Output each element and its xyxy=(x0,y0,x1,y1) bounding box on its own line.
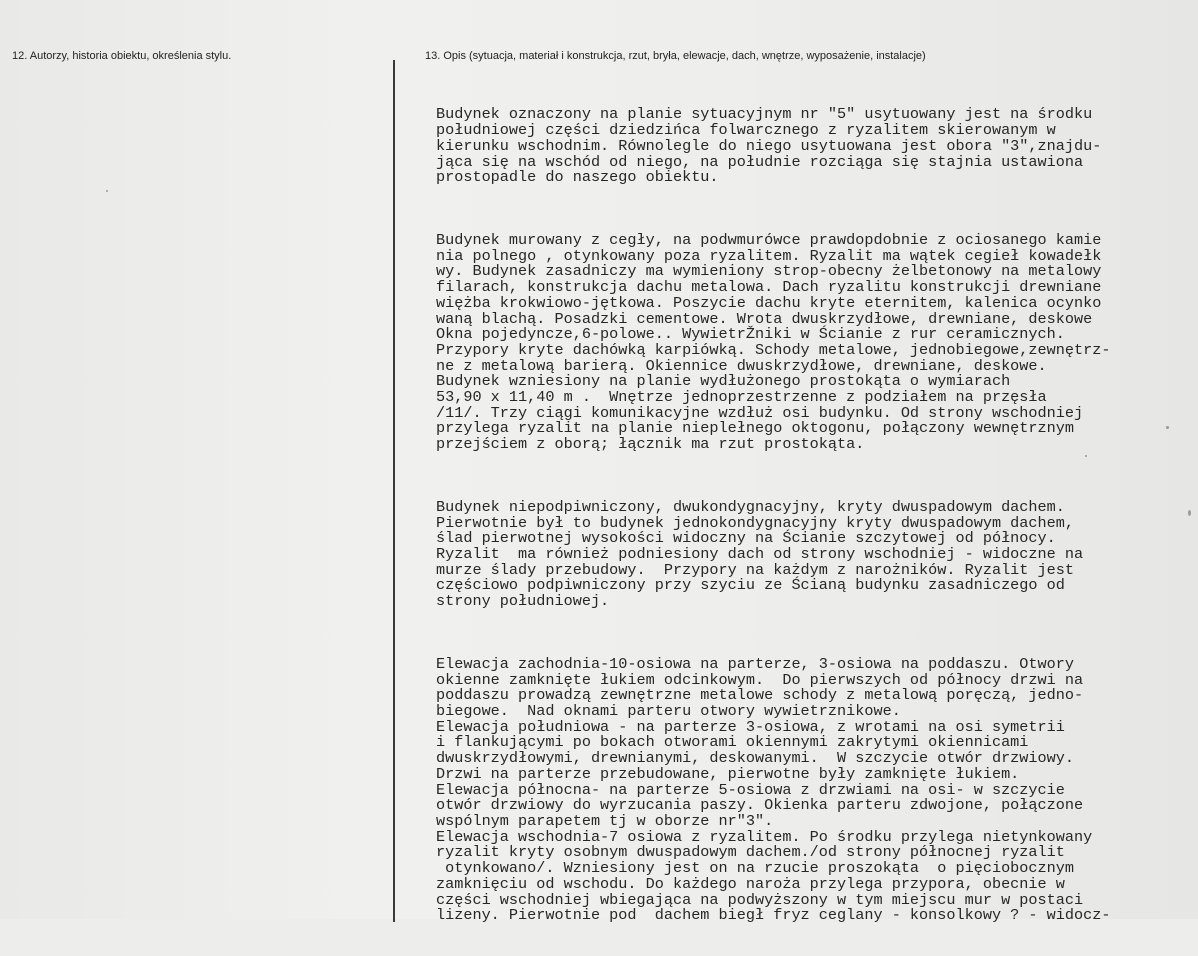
scan-speck xyxy=(1085,455,1087,457)
paragraph-elevations: Elewacja zachodnia-10-osiowa na parterze, 3-osiowa na poddaszu. Otwory okienne zamknięte łukiem odcinkowym. Do pierwszych od północy drzwi na poddaszu prowadzą zewnętrzne metalowe schody z metalową poręczą, jedno- biegowe. Nad oknami parteru otwory wywietrznikowe. Elewacja południowa - na parterze 3-osiowa, z wrotami na osi symetrii i flankującymi po bokach otworami okiennymi zakrytymi okiennicami dwuskrzydłowymi, drewnianymi, deskowanymi. W szczycie otwór drzwiowy. Drzwi na parterze przebudowane, pierwotne były zamknięte łukiem. Elewacja północna- na parterze 5-osiowa z drzwiami na osi- w szczycie otwór drzwiowy do wyrzucania paszy. Okienka parteru zdwojone, połączone wspólnym parapetem tj w oborze nr"3". Elewacja wschodnia-7 osiowa z ryzalitem. Po środku przylega nietynkowany ryzalit kryty osobnym dwuspadowym dachem./od strony północnej ryzalit otynkowano/. Wzniesiony jest on na rzucie proszokąta o pięciobocznym zamknięciu od wschodu. Do każdego naroża przylega przypora, obecnie w części wschodniej wbiegająca na podwyższony w tym miejscu mur w postaci lizeny. Pierwotnie pod dachem biegł fryz ceglany - konsolkowy ? - widocz- xyxy=(436,654,1111,925)
scan-speck xyxy=(1188,510,1191,516)
description-text xyxy=(436,76,1186,955)
left-column-heading: 12. Autorzy, historia obiektu, określenia stylu. xyxy=(12,50,232,62)
column-divider xyxy=(393,60,395,922)
scan-speck xyxy=(106,190,108,192)
paragraph-location: Budynek oznaczony na planie sytuacyjnym nr "5" usytuowany jest na środku południowej części dziedzińca folwarcznego z ryzalitem skierowanym w kierunku wschodnim. Równolegle do niego usytuowana jest obora "3",znajdu- jąca się na wschód od niego, na południe rozciąga się stajnia ustawiona prostopadle do naszego obiektu. xyxy=(436,105,1102,187)
paragraph-body-roof: Budynek niepodpiwniczony, dwukondygnacyjny, kryty dwuspadowym dachem. Pierwotnie był to budynek jednokondygnacyjny kryty dwuspadowym dachem, ślad pierwotnej wysokości widoczny na Ścianie szczytowej od północy. Ryzalit ma również podniesiony dach od strony wschodniej - widoczne na murze ślady przebudowy. Przypory na każdym z narożników. Ryzalit jest częściowo podpiwniczony przy szyciu ze Ścianą budynku zasadniczego od strony południowej. xyxy=(436,497,1084,611)
paragraph-materials-construction: Budynek murowany z cegły, na podwmurówce prawdopdobnie z ociosanego kamie nia polnego , otynkowany poza ryzalitem. Ryzalit ma wątek cegieł kowadełk wy. Budynek zasadniczy ma wymieniony strop-obecny żelbetonowy na metalowy filarach, konstrukcja dachu metalowa. Dach ryzalitu konstrukcji drewniane więżba krokwiowo-jętkowa. Poszycie dachu kryte eternitem, kalenica ocynko waną blachą. Posadzki cementowe. Wrota dwuskrzydłowe, drewniane, deskowe Okna pojedyncze,6-polowe.. WywietrŽniki w Ścianie z rur ceramicznych. Przypory kryte dachówką karpiówką. Schody metalowe, jednobiegowe,zewnętrz- ne z metalową barierą. Okiennice dwuskrzydłowe, drewniane, deskowe. Budynek wzniesiony na planie wydłużonego prostokąta o wymiarach 53,90 x 11,40 m . Wnętrze jednoprzestrzenne z podziałem na przęsła /11/. Trzy ciągi komunikacyjne wzdłuż osi budynku. Od strony wschodniej przylega ryzalit na planie nieplełnego oktogonu, połączony wewnętrznym przejściem z oborą; łącznik ma rzut prostokąta. xyxy=(436,231,1111,454)
scan-speck xyxy=(1166,426,1169,429)
right-column-heading: 13. Opis (sytuacja, materiał i konstrukcja, rzut, bryła, elewacje, dach, wnętrze, wyposażenie, instalacje) xyxy=(425,50,926,62)
